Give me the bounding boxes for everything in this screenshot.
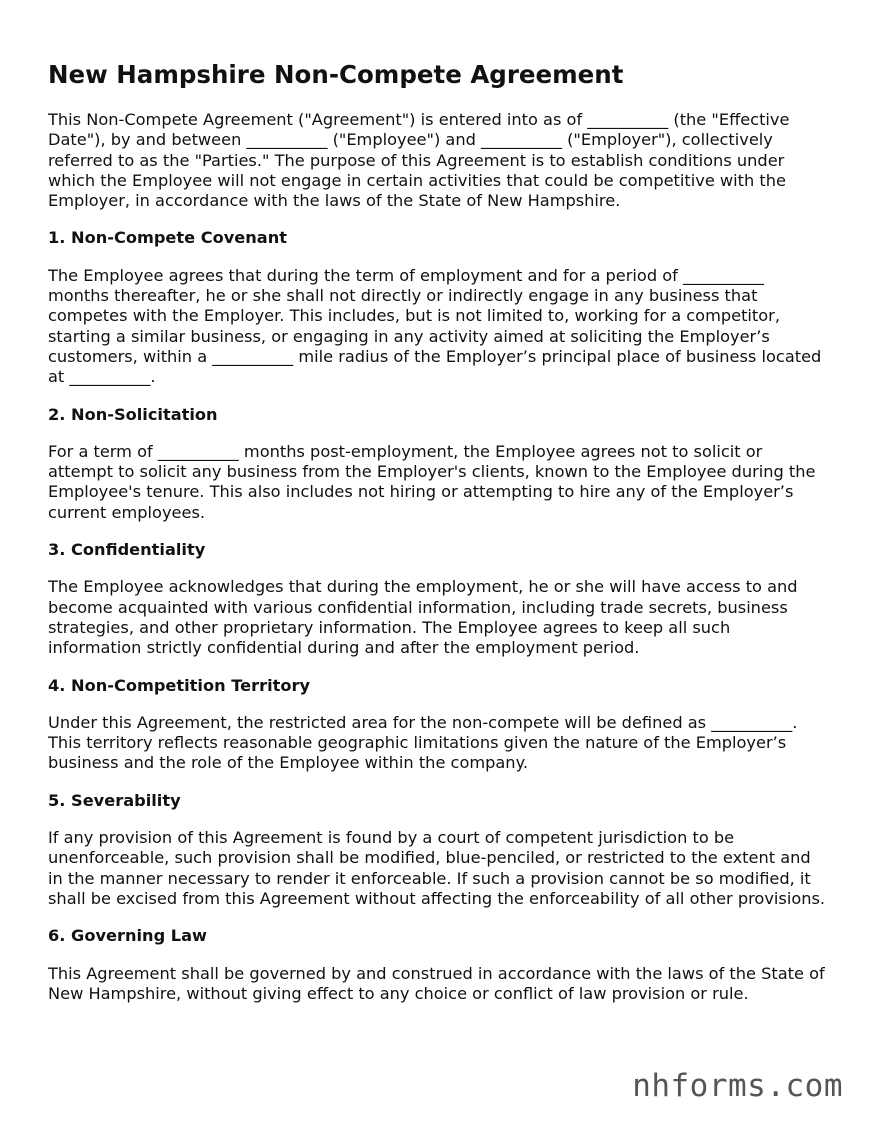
section-4 [48, 676, 828, 774]
section-1 [48, 228, 828, 387]
section-2 [48, 405, 828, 523]
section-body: The Employee acknowledges that during the employment, he or she will have access to and become acquainted with various confidential information, including trade secrets, business strategies, and other proprietary information. The Employee agrees to keep all such information strictly confidential during and after the employment period. [48, 577, 798, 658]
page-title: New Hampshire Non-Compete Agreement [48, 60, 624, 89]
section-3 [48, 540, 828, 658]
section-5 [48, 791, 828, 909]
section-body: The Employee agrees that during the term of employment and for a period of __________ months thereafter, he or she shall not directly or indirectly engage in any business that competes with the Employer. This includes, but is not limited to, working for a competitor, starting a similar business, or engaging in any activity aimed at soliciting the Employer’s customers, within a __________ mile radius of the Employer’s principal place of business located at __________. [48, 265, 822, 387]
section-body: If any provision of this Agreement is found by a court of competent jurisdiction to be unenforceable, such provision shall be modified, blue-penciled, or restricted to the extent and in the manner necessary to render it enforceable. If such a provision cannot be so modified, it shall be excised from this Agreement without affecting the enforceability of all other provisions. [48, 828, 826, 908]
section-body: Under this Agreement, the restricted area for the non-compete will be defined as __________. This territory reflects reasonable geographic limitations given the nature of the Employer’s business and the role of the Employee within the company. [48, 712, 798, 773]
section-heading: 5. Severability [48, 790, 181, 810]
section-heading: 4. Non-Competition Territory [48, 675, 311, 695]
section-heading: 3. Confidentiality [48, 540, 206, 560]
section-6 [48, 926, 828, 1004]
section-heading: 6. Governing Law [48, 926, 207, 946]
section-body: For a term of __________ months post-employment, the Employee agrees not to solicit or attempt to solicit any business from the Employer's clients, known to the Employee during the Employee's tenure. This also includes not hiring or attempting to hire any of the Employer’s current employees. [48, 441, 816, 522]
section-body: This Agreement shall be governed by and construed in accordance with the laws of the State of New Hampshire, without giving effect to any choice or conflict of law provision or rule. [48, 963, 825, 1003]
section-heading: 2. Non-Solicitation [48, 404, 218, 424]
document-page [48, 58, 828, 1021]
section-heading: 1. Non-Compete Covenant [48, 228, 287, 248]
site-watermark: nhforms.com [632, 1068, 843, 1104]
intro-paragraph: This Non-Compete Agreement ("Agreement") is entered into as of __________ (the "Effective Date"), by and between __________ ("Employee") and __________ ("Employer"), collectively referred to as the "Parties." The purpose of this Agreement is to establish conditions under which the Employee will not engage in certain activities that could be competitive with the Employer, in accordance with the laws of the State of New Hampshire. [48, 110, 790, 211]
